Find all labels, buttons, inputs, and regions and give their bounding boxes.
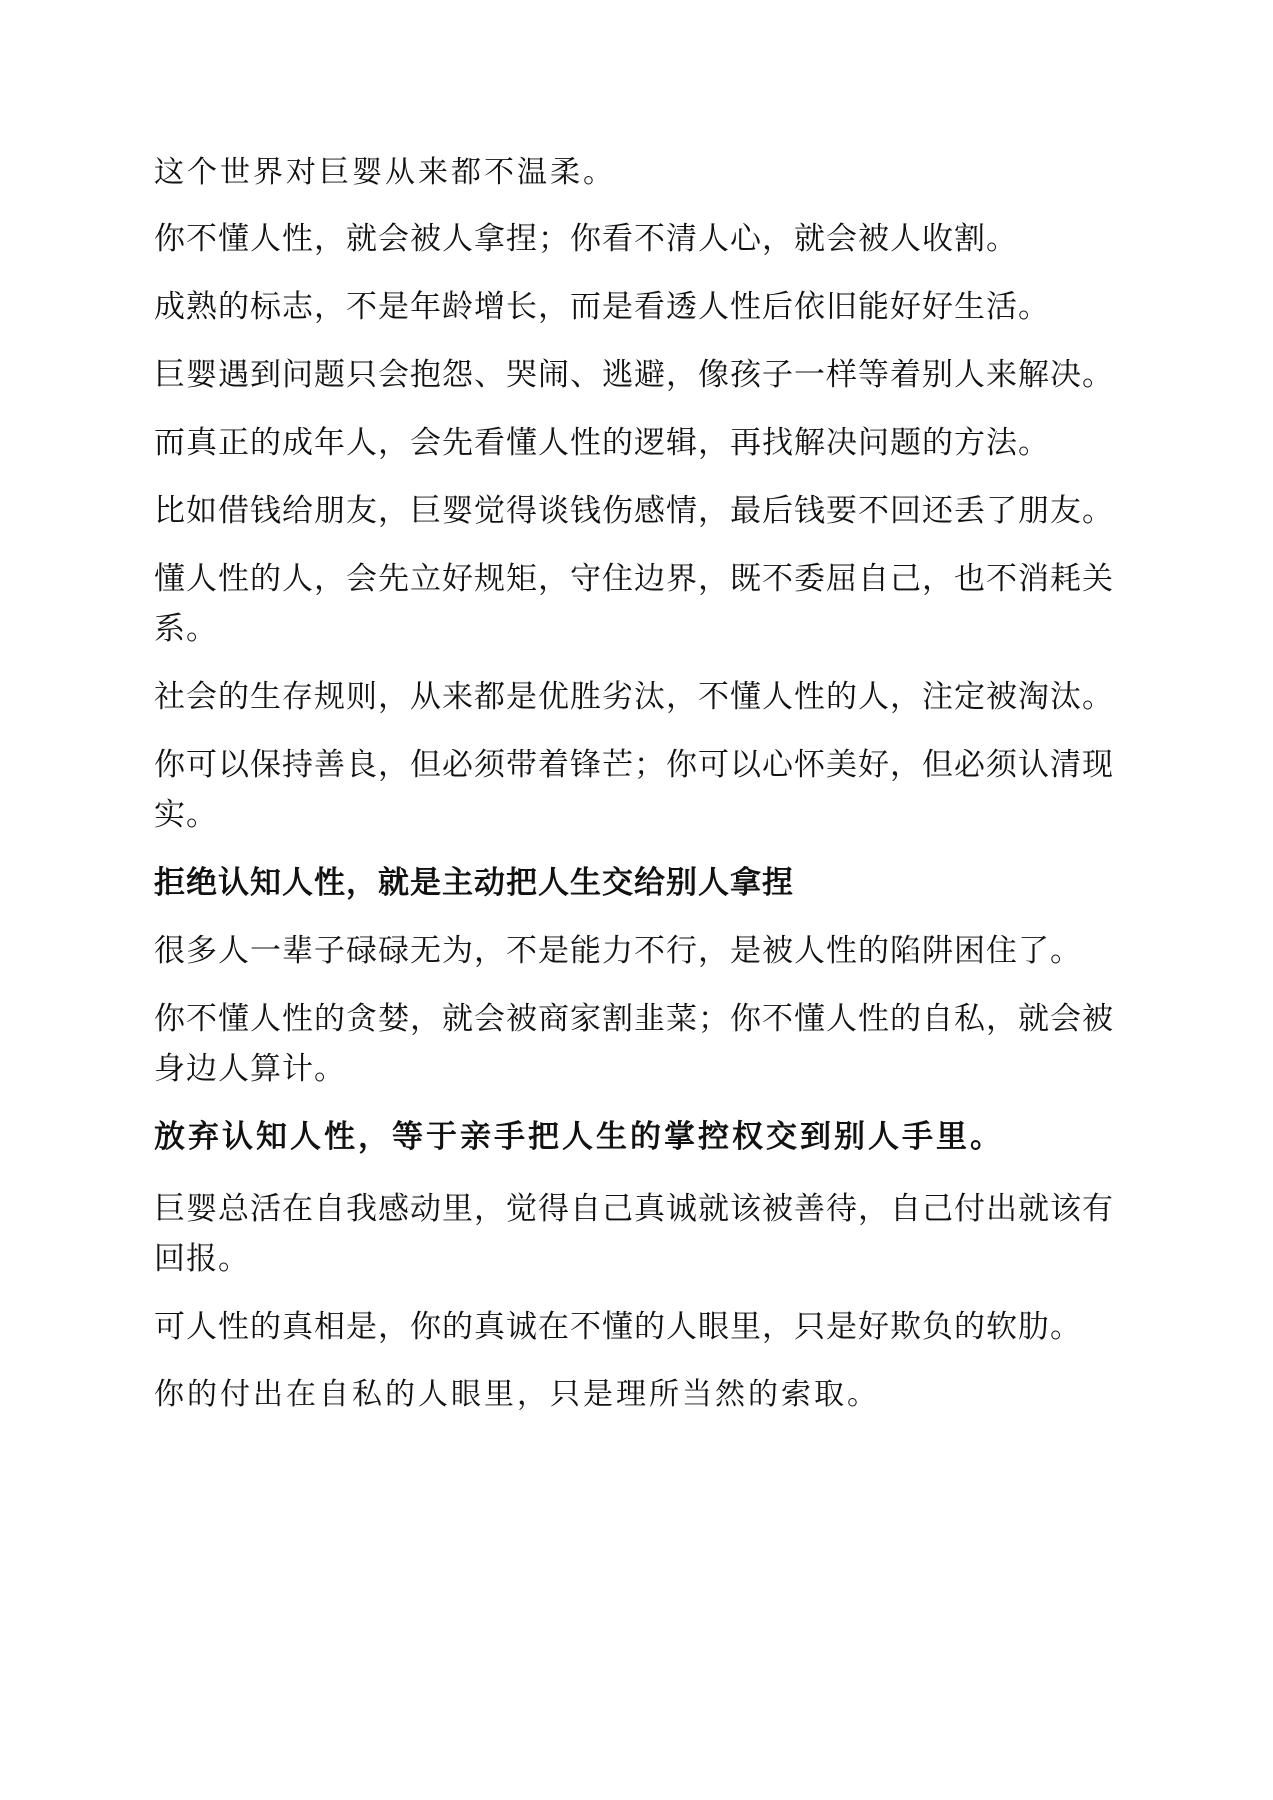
paragraph: 你可以保持善良，但必须带着锋芒；你可以心怀美好，但必须认清现实。 — [154, 747, 1114, 833]
paragraph: 比如借钱给朋友，巨婴觉得谈钱伤感情，最后钱要不回还丢了朋友。 — [154, 493, 1114, 529]
paragraph: 你的付出在自私的人眼里，只是理所当然的索取。 — [154, 1377, 880, 1412]
paragraph: 你不懂人性，就会被人拿捏；你看不清人心，就会被人收割。 — [154, 221, 1018, 257]
paragraph: 巨婴总活在自我感动里，觉得自己真诚就该被善待，自己付出就该有回报。 — [154, 1191, 1114, 1277]
section-heading: 拒绝认知人性，就是主动把人生交给别人拿捏 — [154, 865, 794, 901]
paragraph: 社会的生存规则，从来都是优胜劣汰，不懂人性的人，注定被淘汰。 — [154, 679, 1114, 715]
paragraph: 这个世界对巨婴从来都不温柔。 — [154, 155, 616, 190]
paragraph: 而真正的成年人，会先看懂人性的逻辑，再找解决问题的方法。 — [154, 425, 1050, 461]
paragraph: 你不懂人性的贪婪，就会被商家割韭菜；你不懂人性的自私，就会被身边人算计。 — [154, 1001, 1114, 1087]
paragraph: 成熟的标志，不是年龄增长，而是看透人性后依旧能好好生活。 — [154, 289, 1050, 325]
paragraph: 很多人一辈子碌碌无为，不是能力不行，是被人性的陷阱困住了。 — [154, 933, 1082, 969]
document-body — [154, 148, 1114, 1438]
paragraph: 懂人性的人，会先立好规矩，守住边界，既不委屈自己，也不消耗关系。 — [154, 561, 1114, 647]
paragraph: 可人性的真相是，你的真诚在不懂的人眼里，只是好欺负的软肋。 — [154, 1309, 1082, 1345]
paragraph: 巨婴遇到问题只会抱怨、哭闹、逃避，像孩子一样等着别人来解决。 — [154, 357, 1114, 393]
section-heading: 放弃认知人性，等于亲手把人生的掌控权交到别人手里。 — [154, 1119, 1004, 1155]
